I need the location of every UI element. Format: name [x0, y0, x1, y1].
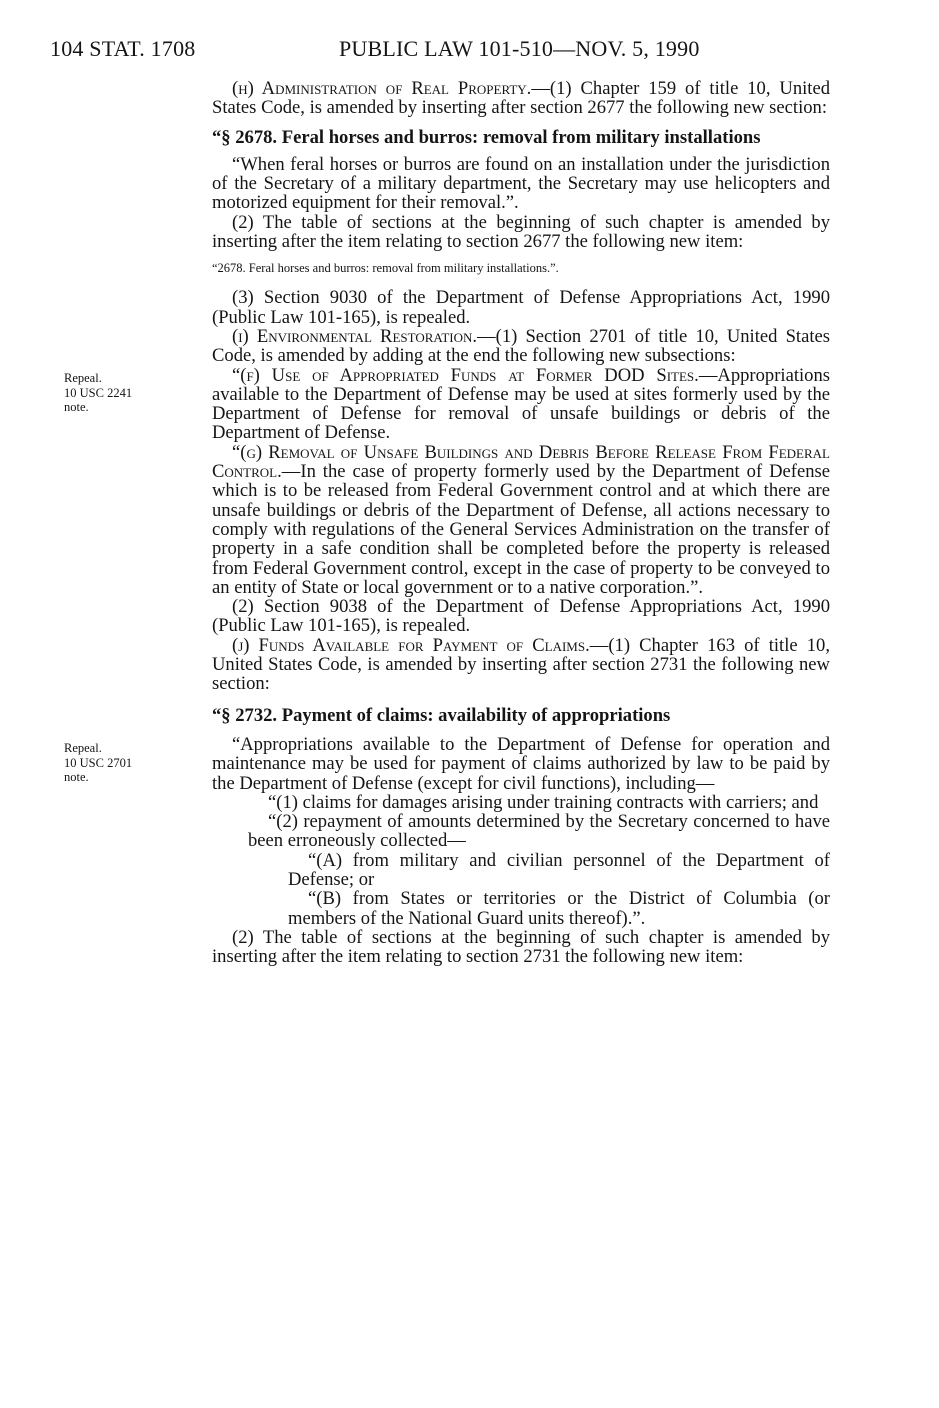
section-2678-heading: “§ 2678. Feral horses and burros: removal from military installations — [212, 126, 761, 148]
subsection-j-text: —(1) Chapter 163 of title 10, United States Code, is amended by inserting after section 2731 the following new section: — [212, 634, 830, 695]
subsection-h-paragraph-2: (2) The table of sections at the beginning of such chapter is amended by inserting after the item relating to section 2677 the following new item: — [212, 211, 830, 253]
margin-note-suffix: note. — [64, 400, 89, 414]
claims-paragraph-1: “(1) claims for damages arising under training contracts with carriers; and — [268, 791, 819, 813]
margin-note-suffix: note. — [64, 770, 89, 784]
new-subsection-f-text: —Appropriations available to the Department of Defense may be used at sites formerly used by the Department of Defense for removal of unsafe buildings or debris of the Department of Defense. — [212, 364, 830, 444]
subsection-i — [212, 327, 830, 366]
subsection-j-heading: (j) Funds Available for Payment of Claims. — [232, 634, 590, 656]
subsection-i-heading: (i) Environmental Restoration. — [232, 325, 478, 347]
section-2678-text: “When feral horses or burros are found on an installation under the jurisdiction of the Secretary of a military department, the Secretary may use helicopters and motorized equipment for their removal.”. — [212, 153, 830, 214]
margin-note-label: Repeal. — [64, 371, 102, 385]
margin-note-citation: 10 USC 2701 — [64, 755, 133, 770]
subsection-j-paragraph-2: (2) The table of sections at the beginning of such chapter is amended by inserting after the item relating to section 2731 the following new item: — [212, 926, 830, 968]
margin-note-repeal-2241 — [64, 371, 174, 415]
new-subsection-g — [212, 443, 830, 597]
new-subsection-g-heading: “(g) Removal of Unsafe Buildings and Debris Before Release From Federal Control. — [212, 441, 830, 483]
table-of-sections-item-2678: “2678. Feral horses and burros: removal from military installations.”. — [212, 261, 559, 276]
law-citation-date: PUBLIC LAW 101-510—NOV. 5, 1990 — [339, 36, 700, 61]
subsection-h-text: —(1) Chapter 159 of title 10, United States Code, is amended by inserting after section 2677 the following new section: — [212, 78, 830, 119]
new-subsection-f-heading: “(f) Use of Appropriated Funds at Former DOD Sites. — [232, 364, 699, 386]
margin-note-repeal-2701 — [64, 741, 174, 785]
subsection-h — [212, 79, 830, 118]
subsection-j — [212, 636, 830, 694]
new-subsection-g-text: —In the case of property formerly used by the Department of Defense which is to be released from Federal Government control and at which there are unsafe buildings or debris of the Department of Defense, all actions necessary to comply with regulations of the General Services Administration on the transfer of property in a safe condition shall be completed before the property is released from Federal Government control, except in the case of property to be conveyed to an entity of State or local government or to a native corporation.”. — [212, 461, 830, 598]
subsection-h-paragraph-3: (3) Section 9030 of the Department of Defense Appropriations Act, 1990 (Public Law 101-165), is repealed. — [212, 287, 830, 328]
claims-paragraph-2: “(2) repayment of amounts determined by the Secretary concerned to have been erroneously collected— — [248, 811, 830, 852]
claims-subparagraph-a: “(A) from military and civilian personnel of the Department of Defense; or — [288, 849, 830, 890]
new-subsection-f — [212, 366, 830, 443]
subsection-i-paragraph-2: (2) Section 9038 of the Department of Defense Appropriations Act, 1990 (Public Law 101-165), is repealed. — [212, 596, 830, 637]
subsection-h-heading: (h) Administration of Real Property. — [232, 78, 532, 99]
section-2732-text: “Appropriations available to the Department of Defense for operation and maintenance may be used for payment of claims authorized by law to be paid by the Department of Defense (except for civil functions), including— — [212, 733, 830, 794]
subsection-i-text: —(1) Section 2701 of title 10, United States Code, is amended by adding at the end the following new subsections: — [212, 325, 830, 367]
statute-page-number: 104 STAT. 1708 — [50, 36, 196, 61]
claims-subparagraph-b: “(B) from States or territories or the District of Columbia (or members of the National Guard units thereof).”. — [288, 888, 830, 929]
margin-note-label: Repeal. — [64, 741, 102, 755]
margin-note-citation: 10 USC 2241 — [64, 385, 133, 400]
section-2732-heading: “§ 2732. Payment of claims: availability of appropriations — [212, 704, 671, 726]
main-text-column — [212, 79, 830, 966]
page-header — [0, 36, 939, 64]
